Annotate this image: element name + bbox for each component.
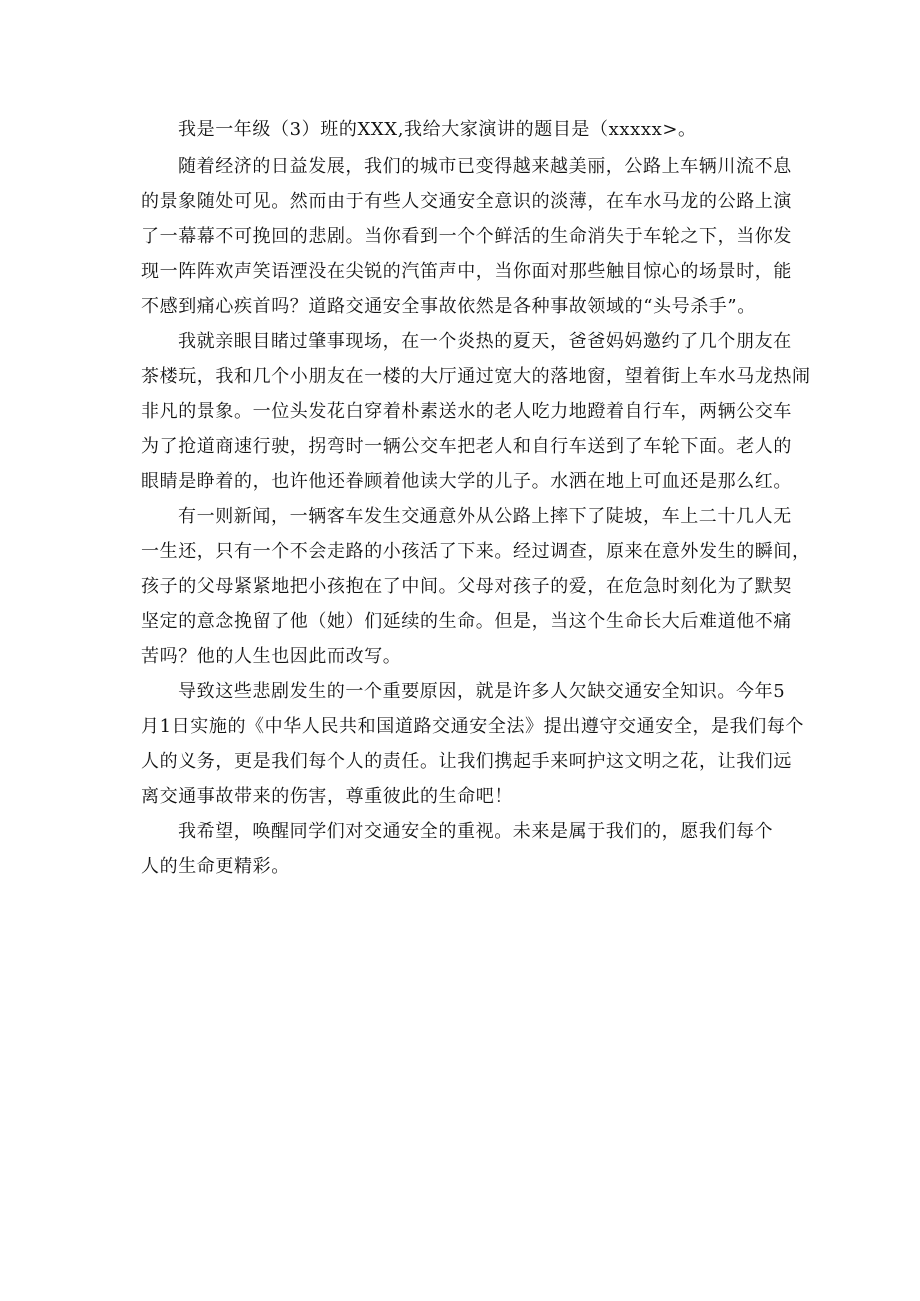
paragraph-4-line-2: 一生还，只有一个不会走路的小孩活了下来。经过调查，原来在意外发生的瞬间， bbox=[141, 541, 811, 562]
paragraph-1-line-1: 我是一年级（3）班的XXX,我给大家演讲的题目是（xxxxx>。 bbox=[178, 119, 697, 140]
paragraph-4-line-5: 苦吗？他的人生也因此而改写。 bbox=[141, 646, 402, 667]
paragraph-4-line-4: 坚定的意念挽留了他（她）们延续的生命。但是，当这个生命长大后难道他不痛 bbox=[141, 611, 792, 632]
paragraph-4-line-3: 孩子的父母紧紧地把小孩抱在了中间。父母对孩子的爱，在危急时刻化为了默契 bbox=[141, 576, 792, 597]
paragraph-6-line-1: 我希望，唤醒同学们对交通安全的重视。未来是属于我们的，愿我们每个 bbox=[178, 821, 774, 842]
paragraph-2-line-5: 不感到痛心疾首吗？道路交通安全事故依然是各种事故领域的“头号杀手”。 bbox=[141, 296, 756, 317]
paragraph-3-line-1: 我就亲眼目睹过肇事现场，在一个炎热的夏天，爸爸妈妈邀约了几个朋友在 bbox=[178, 331, 792, 352]
paragraph-5-line-2: 月1日实施的《中华人民共和国道路交通安全法》提出遵守交通安全，是我们每个 bbox=[141, 716, 805, 737]
paragraph-2-line-3: 了一幕幕不可挽回的悲剧。当你看到一个个鲜活的生命消失于车轮之下，当你发 bbox=[141, 226, 792, 247]
paragraph-5-line-1: 导致这些悲剧发生的一个重要原因，就是许多人欠缺交通安全知识。今年5 bbox=[178, 681, 786, 702]
paragraph-5-line-4: 离交通事故带来的伤害，尊重彼此的生命吧！ bbox=[141, 786, 513, 807]
paragraph-5-line-3: 人的义务，更是我们每个人的责任。让我们携起手来呵护这文明之花，让我们远 bbox=[141, 751, 792, 772]
paragraph-2-line-1: 随着经济的日益发展，我们的城市已变得越来越美丽，公路上车辆川流不息 bbox=[178, 156, 792, 177]
paragraph-2-line-4: 现一阵阵欢声笑语湮没在尖锐的汽笛声中，当你面对那些触目惊心的场景时，能 bbox=[141, 261, 792, 282]
paragraph-3-line-4: 为了抢道商速行驶，拐弯时一辆公交车把老人和自行车送到了车轮下面。老人的 bbox=[141, 436, 792, 457]
paragraph-4-line-1: 有一则新闻，一辆客车发生交通意外从公路上摔下了陡坡，车上二十几人无 bbox=[178, 506, 792, 527]
paragraph-6-line-2: 人的生命更精彩。 bbox=[141, 856, 290, 877]
paragraph-3-line-2: 茶楼玩，我和几个小朋友在一楼的大厅通过宽大的落地窗，望着街上车水马龙热闹 bbox=[141, 366, 811, 387]
paragraph-3-line-5: 眼睛是睁着的，也许他还眷顾着他读大学的儿子。水洒在地上可血还是那么红。 bbox=[141, 471, 792, 492]
paragraph-2-line-2: 的景象随处可见。然而由于有些人交通安全意识的淡薄，在车水马龙的公路上演 bbox=[141, 191, 792, 212]
paragraph-3-line-3: 非凡的景象。一位头发花白穿着朴素送水的老人吃力地蹬着自行车，两辆公交车 bbox=[141, 401, 792, 422]
